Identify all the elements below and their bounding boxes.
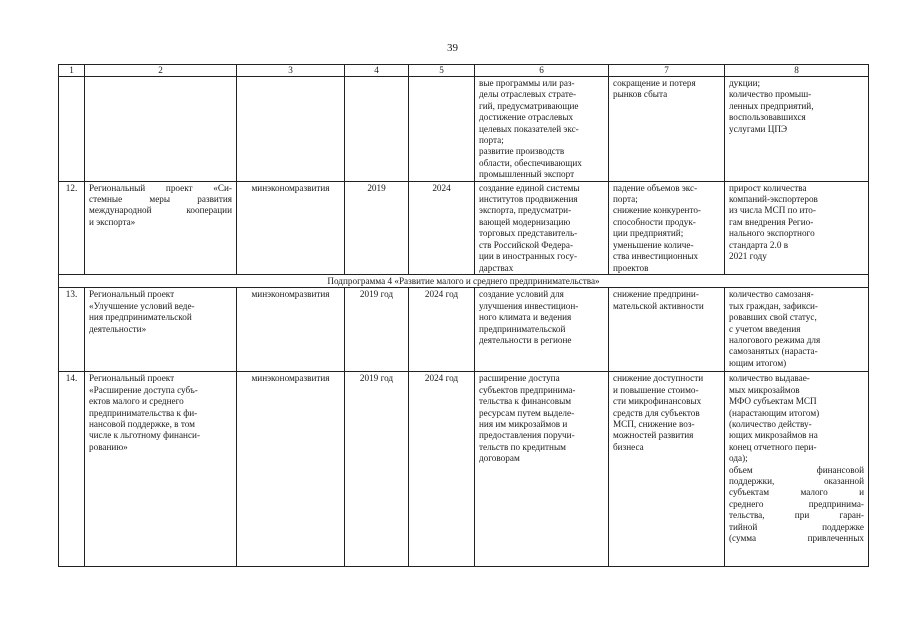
column-header: 3 bbox=[237, 65, 345, 77]
risks-cell bbox=[609, 288, 725, 372]
cell-text-line: налогового режима для bbox=[729, 334, 821, 345]
cell-text-line: области, обеспечивающих bbox=[479, 157, 582, 168]
cell-text-line: «Улучшение условий веде- bbox=[89, 300, 195, 311]
project-name-cell bbox=[85, 288, 237, 372]
executor-cell: минэкономразвития bbox=[237, 181, 345, 274]
cell-text-line: гий, предусматривающие bbox=[479, 100, 579, 111]
cell-text-line: с учетом введения bbox=[729, 323, 801, 334]
row-number-cell: 12. bbox=[59, 181, 85, 274]
risks-cell bbox=[609, 181, 725, 274]
result-cell bbox=[475, 288, 609, 372]
risks-cell bbox=[609, 372, 725, 567]
cell-text-line: ства инвестиционных bbox=[613, 251, 699, 262]
start-year-cell: 2019 год bbox=[345, 288, 409, 372]
cell-text-line: экспорта, предусматри- bbox=[479, 205, 572, 216]
subprogram-row bbox=[59, 274, 869, 287]
cell-text-line: ющим итогом) bbox=[729, 357, 787, 368]
executor-cell: минэкономразвития bbox=[237, 288, 345, 372]
cell-text-line: порта; bbox=[479, 135, 504, 146]
cell-text-line: улучшения инвестицион- bbox=[479, 300, 579, 311]
column-number-header bbox=[59, 65, 869, 77]
subprogram-title: Подпрограмма 4 «Развитие малого и среднего предпринимательства» bbox=[59, 274, 869, 287]
cell-text-line: стемные меры развития bbox=[89, 194, 232, 205]
cell-text-line: ектов малого и среднего bbox=[89, 396, 184, 407]
cell-text-line: ного климата и ведения bbox=[479, 312, 572, 323]
cell-text-line: Региональный проект «Си- bbox=[89, 182, 232, 193]
cell-text-line: объем финансовой bbox=[729, 464, 864, 475]
cell-text-line: деятельности» bbox=[89, 323, 147, 334]
cell-text-line: можностей развития bbox=[613, 430, 694, 441]
column-header: 6 bbox=[475, 65, 609, 77]
column-header: 5 bbox=[409, 65, 475, 77]
cell-text-line: расширение доступа bbox=[479, 373, 560, 384]
cell-text-line: «Расширение доступа субъ- bbox=[89, 384, 198, 395]
cell-text-line: ния им микрозаймов и bbox=[479, 418, 568, 429]
cell-text-line: проектов bbox=[613, 262, 649, 273]
end-year-cell: 2024 bbox=[409, 181, 475, 274]
cell-text-line: мательской активности bbox=[613, 300, 704, 311]
cell-text-line: ции предприятий; bbox=[613, 228, 684, 239]
table-row bbox=[59, 181, 869, 274]
cell-text-line: сокращение и потеря bbox=[613, 78, 696, 88]
executor-cell: минэкономразвития bbox=[237, 372, 345, 567]
cell-text-line: тийной поддержке bbox=[729, 521, 864, 532]
cell-text-line: Региональный проект bbox=[89, 289, 175, 300]
cell-text-line: ств Российской Федера- bbox=[479, 239, 574, 250]
cell-text-line: субъектов предпринима- bbox=[479, 384, 576, 395]
cell-text-line: вающей модернизацию bbox=[479, 216, 571, 227]
indicators-cell bbox=[725, 372, 869, 567]
project-name-cell bbox=[85, 77, 237, 182]
cell-text-line: создание единой системы bbox=[479, 182, 580, 193]
cell-text-line: количество самозаня- bbox=[729, 289, 814, 300]
cell-text-line: МФО субъектам МСП bbox=[729, 396, 817, 407]
cell-text-line: прирост количества bbox=[729, 182, 807, 193]
column-header: 4 bbox=[345, 65, 409, 77]
cell-text-line: из числа МСП по ито- bbox=[729, 205, 816, 216]
cell-text-line: 2021 году bbox=[729, 251, 767, 262]
start-year-cell: 2019 bbox=[345, 181, 409, 274]
table-row bbox=[59, 372, 869, 567]
cell-text-line: развитие производств bbox=[479, 146, 565, 157]
row-number-cell: 13. bbox=[59, 288, 85, 372]
cell-text-line: воспользовавшихся bbox=[729, 112, 806, 123]
cell-text-line: конец отчетного пери- bbox=[729, 441, 817, 452]
cell-text-line: ния предпринимательской bbox=[89, 312, 192, 323]
cell-text-line: предпринимательства к фи- bbox=[89, 407, 198, 418]
cell-text-line: делы отраслевых страте- bbox=[479, 89, 577, 100]
cell-text-line: стандарта 2.0 в bbox=[729, 239, 789, 250]
cell-text-line: снижение предприни- bbox=[613, 289, 699, 300]
result-cell bbox=[475, 372, 609, 567]
indicators-cell bbox=[725, 181, 869, 274]
cell-text-line: уменьшение количе- bbox=[613, 239, 694, 250]
cell-text-line: (сумма привлеченных bbox=[729, 533, 864, 543]
page-number: 39 bbox=[447, 42, 458, 54]
cell-text-line: снижение доступности bbox=[613, 373, 704, 384]
row-number-cell bbox=[59, 77, 85, 182]
indicators-cell bbox=[725, 288, 869, 372]
cell-text-line: и экспорта» bbox=[89, 216, 136, 227]
result-cell bbox=[475, 181, 609, 274]
end-year-cell: 2024 год bbox=[409, 288, 475, 372]
column-header: 1 bbox=[59, 65, 85, 77]
cell-text-line: нансовой поддержке, в том bbox=[89, 418, 195, 429]
cell-text-line: целевых показателей экс- bbox=[479, 123, 579, 134]
cell-text-line: договорам bbox=[479, 453, 520, 464]
cell-text-line: нального экспортного bbox=[729, 228, 815, 239]
end-year-cell: 2024 год bbox=[409, 372, 475, 567]
cell-text-line: тых граждан, зафикси- bbox=[729, 300, 818, 311]
cell-text-line: снижение конкуренто- bbox=[613, 205, 701, 216]
cell-text-line: создание условий для bbox=[479, 289, 564, 300]
cell-text-line: тельства к финансовым bbox=[479, 396, 572, 407]
cell-text-line: самозанятых (нараста- bbox=[729, 346, 818, 357]
cell-text-line: предоставления поручи- bbox=[479, 430, 575, 441]
cell-text-line: количество промыш- bbox=[729, 89, 812, 100]
cell-text-line: гам внедрения Регио- bbox=[729, 216, 814, 227]
executor-cell bbox=[237, 77, 345, 182]
end-year-cell bbox=[409, 77, 475, 182]
row-number-cell: 14. bbox=[59, 372, 85, 567]
cell-text-line: (нарастающим итогом) bbox=[729, 407, 820, 418]
cell-text-line: ода); bbox=[729, 453, 748, 464]
cell-text-line: институтов продвижения bbox=[479, 194, 578, 205]
cell-text-line: порта; bbox=[613, 194, 638, 205]
cell-text-line: Региональный проект bbox=[89, 373, 175, 384]
cell-text-line: средств для субъектов bbox=[613, 407, 700, 418]
cell-text-line: компаний-экспортеров bbox=[729, 194, 818, 205]
project-name-cell bbox=[85, 372, 237, 567]
cell-text-line: бизнеса bbox=[613, 441, 644, 452]
cell-text-line: ющих микрозаймов на bbox=[729, 430, 818, 441]
cell-text-line: рованию» bbox=[89, 441, 128, 452]
cell-text-line: международной кооперации bbox=[89, 205, 232, 216]
cell-text-line: ленных предприятий, bbox=[729, 100, 814, 111]
risks-cell bbox=[609, 77, 725, 182]
cell-text-line: рынков сбыта bbox=[613, 89, 668, 100]
indicators-cell bbox=[725, 77, 869, 182]
cell-text-line: и повышение стоимо- bbox=[613, 384, 699, 395]
cell-text-line: падение объемов экс- bbox=[613, 182, 698, 193]
cell-text-line: ресурсам путем выделе- bbox=[479, 407, 575, 418]
cell-text-line: тельств по кредитным bbox=[479, 441, 566, 452]
start-year-cell bbox=[345, 77, 409, 182]
cell-text-line: сти микрофинансовых bbox=[613, 396, 702, 407]
cell-text-line: предпринимательской bbox=[479, 323, 566, 334]
table-row-continuation bbox=[59, 77, 869, 182]
cell-text-line: тельства, при гаран- bbox=[729, 510, 864, 521]
cell-text-line: поддержки, оказанной bbox=[729, 475, 864, 486]
cell-text-line: достижение отраслевых bbox=[479, 112, 574, 123]
cell-text-line: вые программы или раз- bbox=[479, 78, 575, 88]
cell-text-line: (количество действу- bbox=[729, 418, 812, 429]
cell-text-line: дукции; bbox=[729, 78, 761, 88]
cell-text-line: услугами ЦПЭ bbox=[729, 123, 788, 134]
cell-text-line: числе к льготному финанси- bbox=[89, 430, 201, 441]
cell-text-line: субъектам малого и bbox=[729, 487, 864, 498]
cell-text-line: количество выдавае- bbox=[729, 373, 810, 384]
cell-text-line: дарствах bbox=[479, 262, 514, 273]
column-header: 8 bbox=[725, 65, 869, 77]
cell-text-line: способности продук- bbox=[613, 216, 696, 227]
cell-text-line: деятельности в регионе bbox=[479, 334, 572, 345]
cell-text-line: среднего предпринима- bbox=[729, 498, 864, 509]
table-row bbox=[59, 288, 869, 372]
cell-text-line: мых микрозаймов bbox=[729, 384, 800, 395]
cell-text-line: МСП, снижение воз- bbox=[613, 418, 695, 429]
project-name-cell bbox=[85, 181, 237, 274]
column-header: 2 bbox=[85, 65, 237, 77]
cell-text-line: ции в иностранных госу- bbox=[479, 251, 578, 262]
start-year-cell: 2019 год bbox=[345, 372, 409, 567]
result-cell bbox=[475, 77, 609, 182]
cell-text-line: торговых представитель- bbox=[479, 228, 578, 239]
column-header: 7 bbox=[609, 65, 725, 77]
cell-text-line: ровавших свой статус, bbox=[729, 312, 817, 323]
cell-text-line: промышленный экспорт bbox=[479, 169, 575, 180]
program-table bbox=[58, 64, 869, 567]
